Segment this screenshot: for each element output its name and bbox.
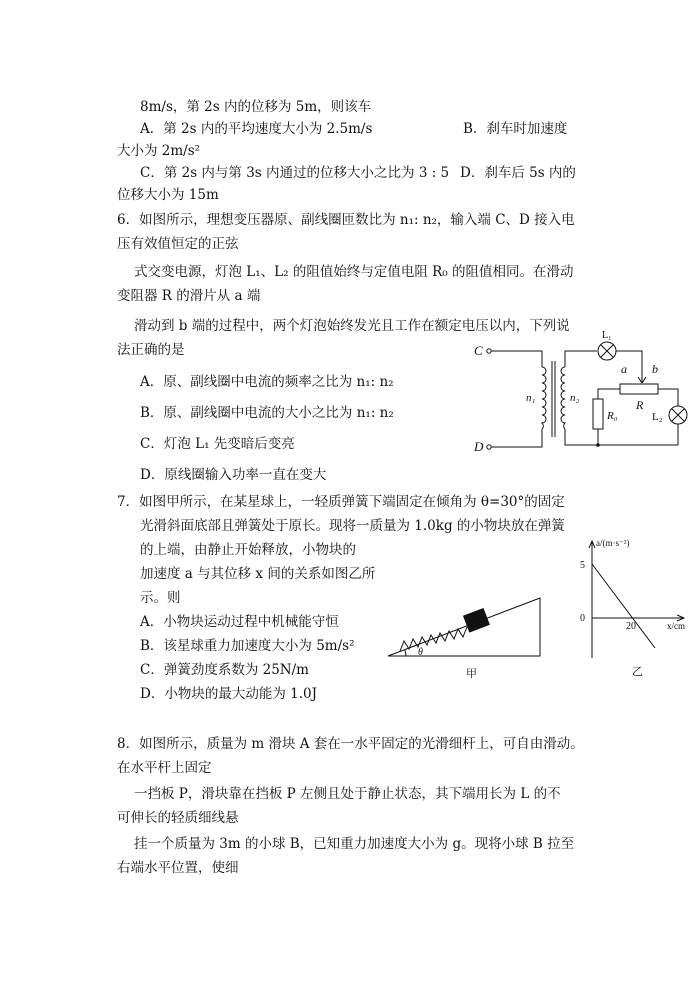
q5-option-b-continued: 大小为 2m/s² [117, 143, 201, 159]
q5-option-b: B．刹车时加速度 [463, 121, 568, 137]
q7-line-4: 加速度 a 与其位移 x 间的关系如图乙所 [140, 566, 376, 582]
primary-turns-label: n₁ [526, 392, 536, 404]
q7-line-3: 的上端，由静止开始释放，小物块的 [140, 542, 356, 558]
acceleration-displacement-graph [572, 530, 692, 680]
q7-line-2: 光滑斜面底部且弹簧处于原长。现将一质量为 1.0kg 的小物块放在弹簧 [140, 518, 565, 534]
q8-line-1: 8．如图所示，质量为 m 滑块 A 套在一水平固定的光滑细杆上，可自由滑动。 [117, 736, 584, 752]
figure-jia-caption: 甲 [466, 668, 477, 680]
q6-line-4: 变阻器 R 的滑片从 a 端 [117, 288, 261, 304]
q6-option-b: B．原、副线圈中电流的大小之比为 n₁: n₂ [140, 405, 394, 421]
graph-y-axis-label: a/(m·s⁻²) [596, 538, 630, 548]
slider-end-b-label: b [652, 362, 658, 376]
transformer-circuit-diagram [470, 325, 692, 460]
q5-option-d-continued: 位移大小为 15m [117, 187, 219, 203]
q6-line-1: 6．如图所示，理想变压器原、副线圈匝数比为 n₁: n₂，输入端 C、D 接入电 [117, 212, 575, 228]
q6-line-3: 式交变电源，灯泡 L₁、L₂ 的阻值始终与定值电阻 R₀ 的阻值相同。在滑动 [134, 264, 574, 280]
graph-y-tick-5: 5 [580, 560, 585, 571]
q8-line-2: 在水平杆上固定 [117, 760, 212, 776]
q7-option-d: D．小物块的最大动能为 1.0J [140, 686, 317, 702]
q6-line-5: 滑动到 b 端的过程中，两个灯泡始终发光且工作在额定电压以内，下列说 [134, 318, 570, 334]
terminal-d-label: D [474, 439, 484, 454]
slider-end-a-label: a [621, 362, 627, 376]
graph-x-tick-20: 20 [626, 621, 636, 632]
a-x-line [592, 564, 655, 648]
graph-x-axis-label: x/cm [667, 621, 685, 631]
q6-line-6: 法正确的是 [117, 342, 185, 358]
rheostat-r-label: R [636, 398, 644, 412]
q5-line-1: 8m/s，第 2s 内的位移为 5m，则该车 [140, 99, 372, 115]
q6-option-c: C．灯泡 L₁ 先变暗后变亮 [140, 436, 295, 452]
q7-line-1: 7．如图甲所示，在某星球上，一轻质弹簧下端固定在倾角为 θ=30°的固定 [117, 494, 565, 510]
lamp-l2-label: L₂ [652, 411, 663, 423]
figure-yi-caption: 乙 [632, 666, 643, 678]
resistor-r0-label: R₀ [607, 410, 618, 422]
terminal-c-label: C [474, 343, 483, 358]
q5-option-c: C．第 2s 内与第 3s 内通过的位移大小之比为 3 : 5 [140, 165, 450, 181]
q6-option-a: A．原、副线圈中电流的频率之比为 n₁: n₂ [140, 374, 394, 390]
q7-option-b: B．该星球重力加速度大小为 5m/s² [140, 638, 355, 654]
q7-line-5: 示。则 [140, 590, 181, 606]
q7-option-c: C．弹簧劲度系数为 25N/m [140, 662, 309, 678]
theta-label: θ [418, 647, 423, 658]
lamp-l1-label: L₁ [602, 330, 612, 341]
q5-option-d: D．刹车后 5s 内的 [460, 165, 576, 181]
q8-line-4: 可伸长的轻质细线悬 [117, 810, 239, 826]
incline-spring-figure [380, 590, 550, 684]
q8-line-6: 右端水平位置，使细 [117, 860, 239, 876]
graph-origin-label: 0 [580, 613, 585, 624]
q5-option-a: A．第 2s 内的平均速度大小为 2.5m/s [140, 121, 373, 137]
q7-option-a: A．小物块运动过程中机械能守恒 [140, 614, 339, 630]
q6-line-2: 压有效值恒定的正弦 [117, 236, 239, 252]
secondary-turns-label: n₂ [570, 392, 580, 404]
q6-option-d: D．原线圈输入功率一直在变大 [140, 467, 327, 483]
q8-line-5: 挂一个质量为 3m 的小球 B，已知重力加速度大小为 g。现将小球 B 拉至 [134, 836, 575, 852]
q8-line-3: 一挡板 P，滑块靠在挡板 P 左侧且处于静止状态，其下端用长为 L 的不 [134, 786, 561, 802]
